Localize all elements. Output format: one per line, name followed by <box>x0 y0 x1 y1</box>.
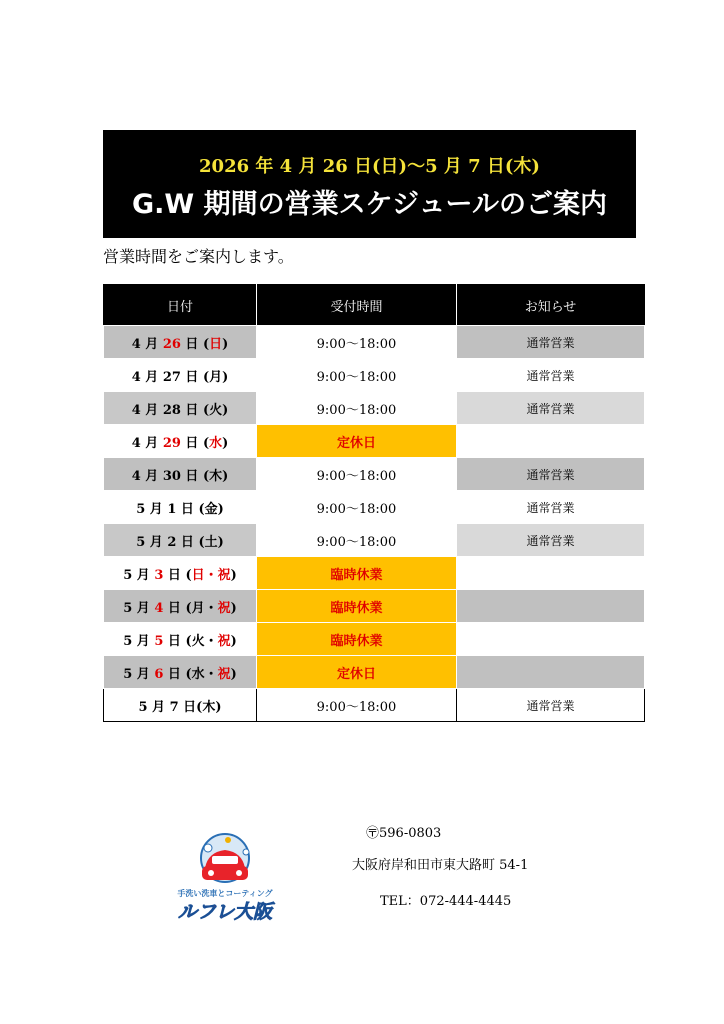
time-cell: 定休日 <box>257 425 457 458</box>
table-row <box>104 425 645 458</box>
table-row <box>104 524 645 557</box>
time-cell: 9:00～18:00 <box>257 392 457 425</box>
date-cell: 4 月 29 日 (水) <box>104 425 257 458</box>
notice-cell <box>457 425 645 458</box>
date-cell: 5 月 6 日 (水・祝) <box>104 656 257 689</box>
notice-cell: 通常営業 <box>457 458 645 491</box>
phone-number: TEL：072-444-4445 <box>380 894 512 909</box>
notice-cell <box>457 590 645 623</box>
notice-cell: 通常営業 <box>457 326 645 359</box>
notice-cell: 通常営業 <box>457 491 645 524</box>
rufure-osaka-logo <box>168 830 288 930</box>
date-cell: 5 月 1 日 (金) <box>104 491 257 524</box>
notice-cell <box>457 623 645 656</box>
svg-text:手洗い洗車とコーティング: 手洗い洗車とコーティング <box>177 889 273 898</box>
time-cell: 臨時休業 <box>257 557 457 590</box>
date-cell: 5 月 2 日 (土) <box>104 524 257 557</box>
header-notice: お知らせ <box>457 285 645 326</box>
time-cell: 9:00～18:00 <box>257 359 457 392</box>
table-row <box>104 623 645 656</box>
address-line: 大阪府岸和田市東大路町 54-1 <box>352 858 529 873</box>
svg-text:ルフレ大阪: ルフレ大阪 <box>177 901 273 923</box>
notice-cell: 通常営業 <box>457 359 645 392</box>
page-title: G.W 期間の営業スケジュールのご案内 <box>132 189 607 220</box>
header-banner <box>103 130 636 238</box>
intro-text: 営業時間をご案内します。 <box>103 247 294 266</box>
notice-cell <box>457 656 645 689</box>
date-cell: 4 月 27 日 (月) <box>104 359 257 392</box>
table-row <box>104 590 645 623</box>
date-cell: 5 月 3 日 (日・祝) <box>104 557 257 590</box>
postal-code: 〶596-0803 <box>366 826 442 841</box>
date-cell: 5 月 5 日 (火・祝) <box>104 623 257 656</box>
table-row <box>104 359 645 392</box>
schedule-table <box>103 284 645 722</box>
header-date: 日付 <box>104 285 257 326</box>
date-cell: 5 月 7 日(木) <box>104 689 257 722</box>
time-cell: 臨時休業 <box>257 590 457 623</box>
table-row <box>104 689 645 722</box>
notice-cell <box>457 557 645 590</box>
notice-cell: 通常営業 <box>457 524 645 557</box>
header-time: 受付時間 <box>257 285 457 326</box>
time-cell: 9:00～18:00 <box>257 491 457 524</box>
table-row <box>104 458 645 491</box>
time-cell: 定休日 <box>257 656 457 689</box>
table-row <box>104 392 645 425</box>
date-cell: 5 月 4 日 (月・祝) <box>104 590 257 623</box>
table-header-row <box>104 285 645 326</box>
table-row <box>104 326 645 359</box>
notice-cell: 通常営業 <box>457 689 645 722</box>
time-cell: 9:00～18:00 <box>257 689 457 722</box>
date-cell: 4 月 26 日 (日) <box>104 326 257 359</box>
table-row <box>104 491 645 524</box>
table-row <box>104 557 645 590</box>
notice-cell: 通常営業 <box>457 392 645 425</box>
date-cell: 4 月 28 日 (火) <box>104 392 257 425</box>
date-cell: 4 月 30 日 (木) <box>104 458 257 491</box>
table-row <box>104 656 645 689</box>
time-cell: 9:00～18:00 <box>257 326 457 359</box>
time-cell: 臨時休業 <box>257 623 457 656</box>
period-subtitle: 2026 年 4 月 26 日(日)～5 月 7 日(木) <box>199 156 540 177</box>
time-cell: 9:00～18:00 <box>257 524 457 557</box>
time-cell: 9:00～18:00 <box>257 458 457 491</box>
